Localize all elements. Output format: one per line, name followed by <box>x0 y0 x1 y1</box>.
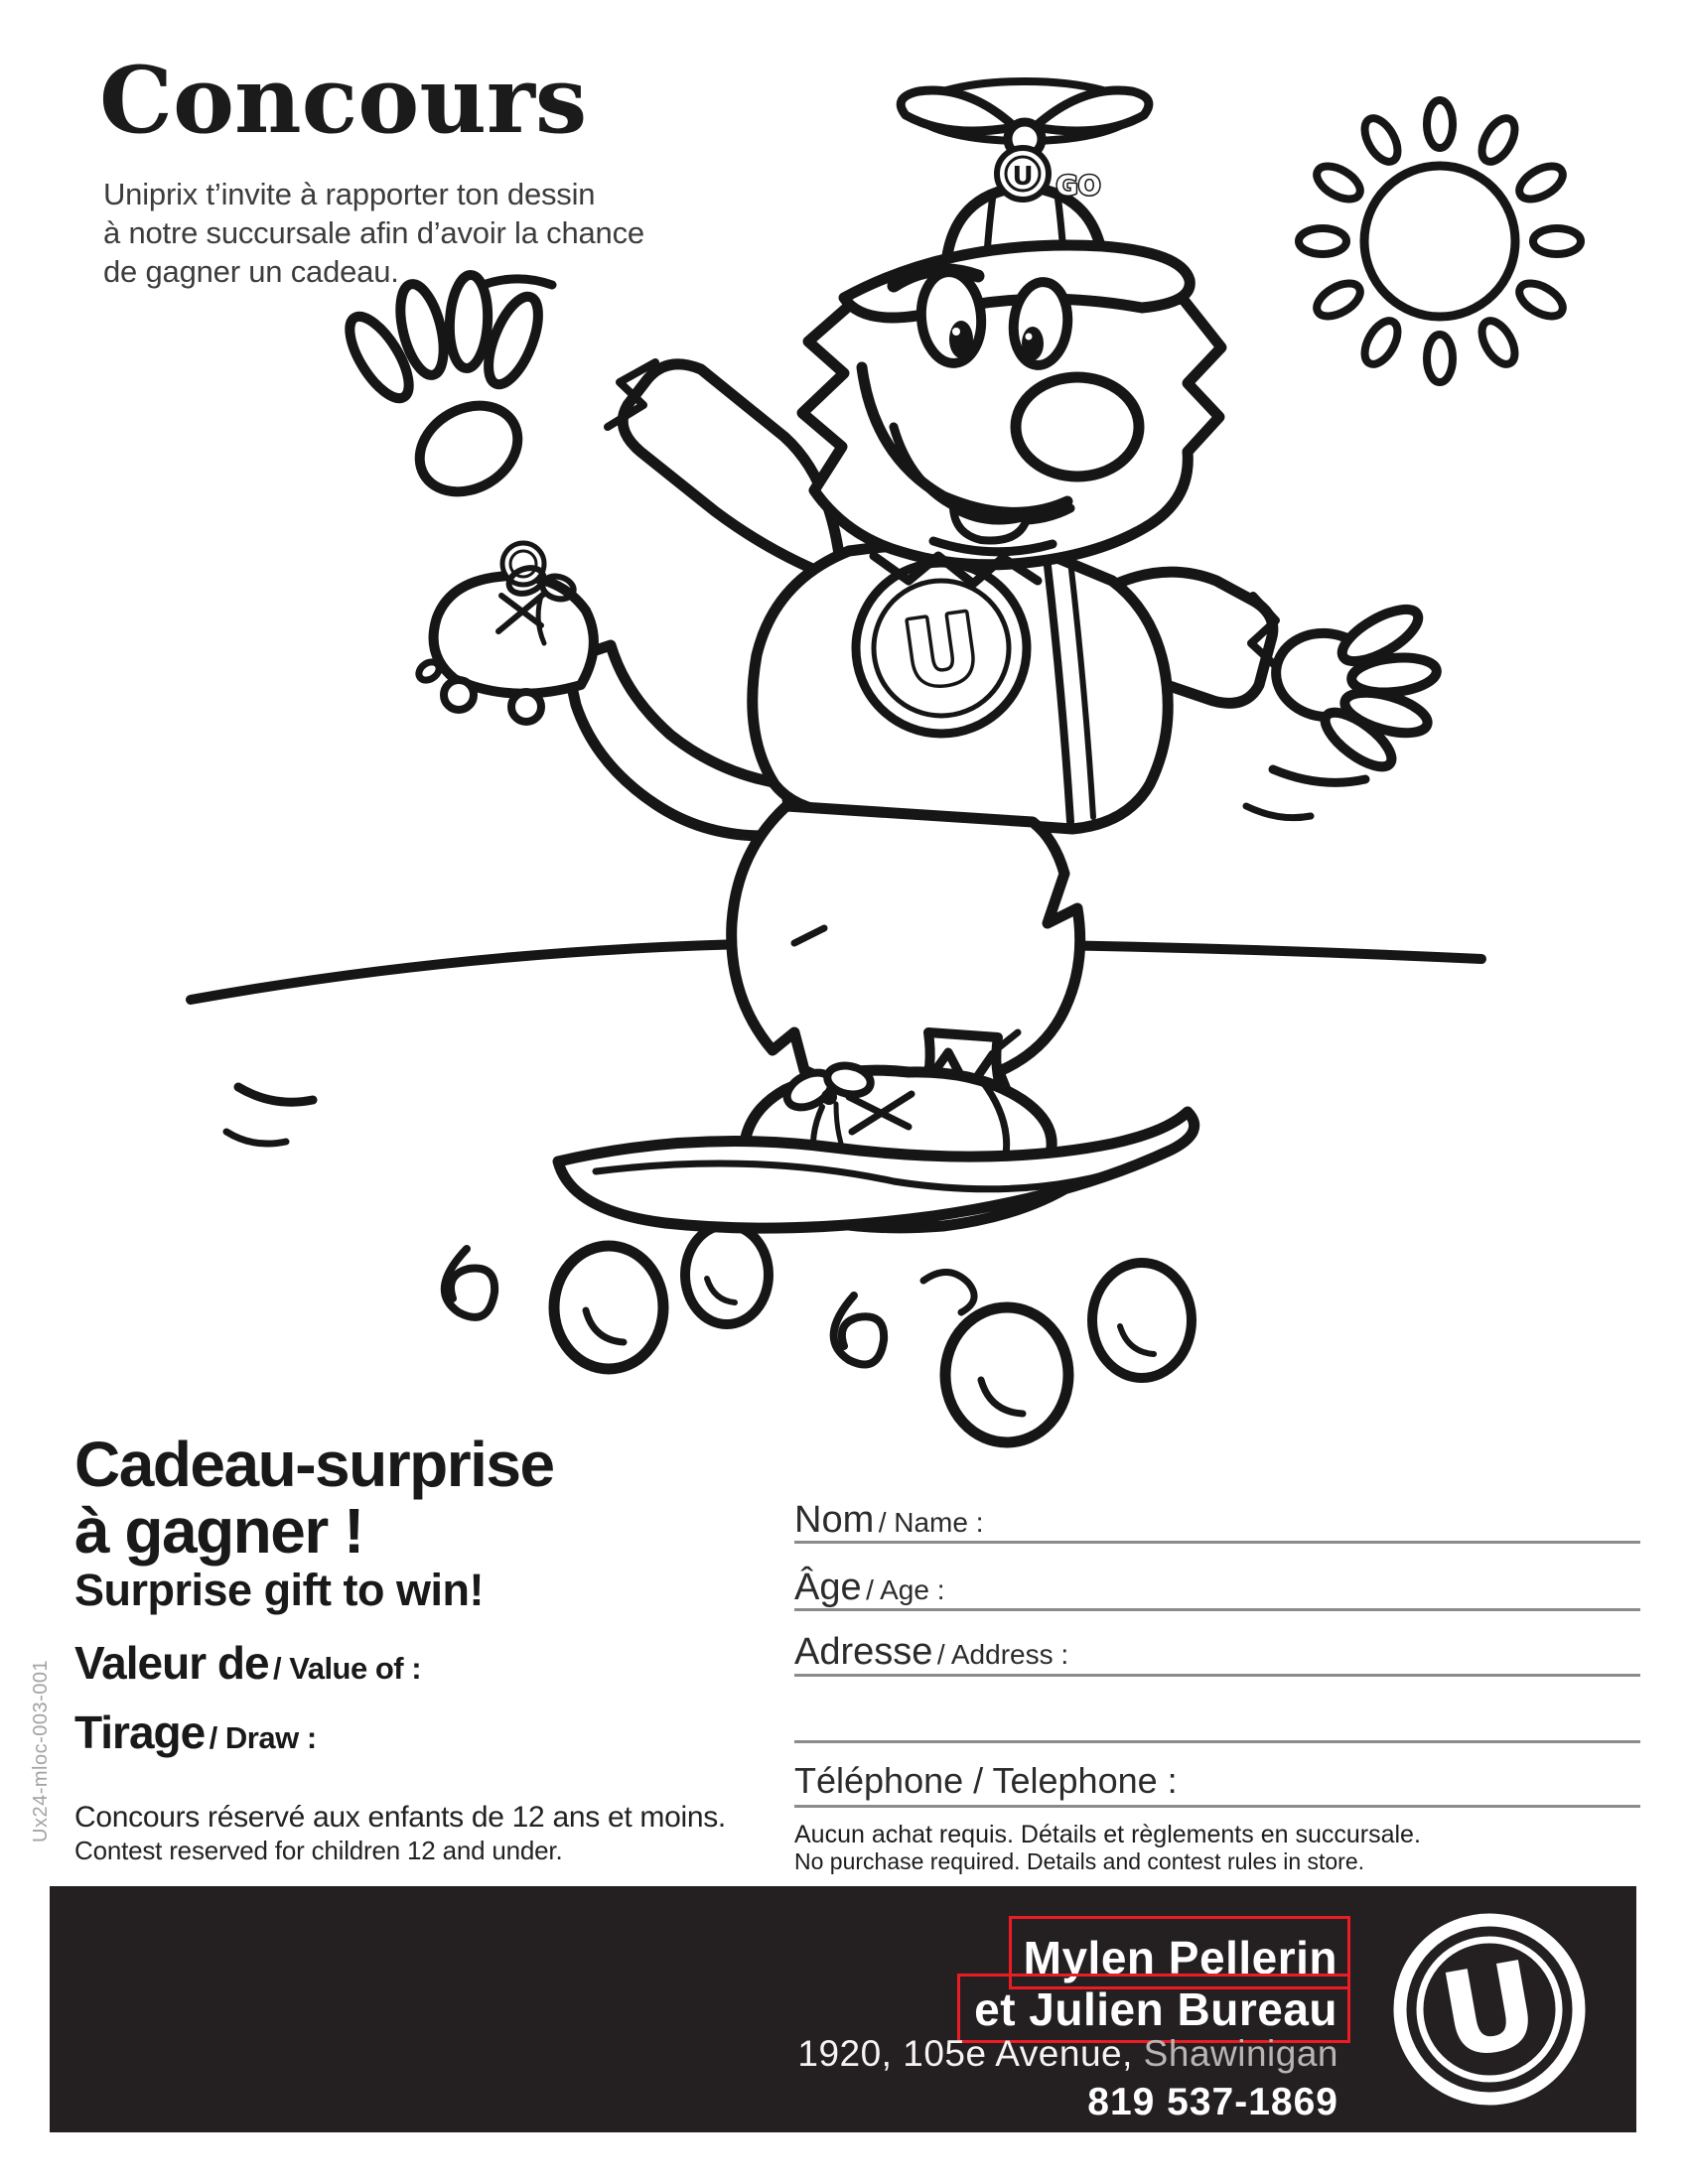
store-owner-line2: et Julien Bureau <box>957 1974 1350 2043</box>
roller-skate <box>415 543 594 722</box>
eligibility-fr: Concours réservé aux enfants de 12 ans et moins. <box>74 1801 726 1834</box>
intro-line-2: à notre succursale afin d’avoir la chance <box>103 215 644 250</box>
age-field-line <box>794 1608 1640 1611</box>
contest-note-en: No purchase required. Details and contest rules in store. <box>794 1848 1365 1874</box>
address-field-line-2 <box>794 1740 1640 1743</box>
raised-leg <box>415 543 794 836</box>
intro-line-1: Uniprix t’invite à rapporter ton dessin <box>103 177 596 211</box>
store-address: 1920, 105e Avenue, Shawinigan <box>797 2033 1338 2074</box>
motion-arcs-left <box>226 1087 313 1144</box>
name-field-label: Nom / Name : <box>794 1499 984 1541</box>
prize-title-en: Surprise gift to win! <box>74 1565 484 1615</box>
phone-field-label: Téléphone / Telephone : <box>794 1760 1178 1801</box>
value-label: Valeur de / Value of : <box>74 1637 422 1689</box>
store-phone: 819 537-1869 <box>1087 2081 1338 2123</box>
cap-badge-text: GO <box>1055 171 1101 202</box>
cap-badge-letter: U <box>1012 162 1034 192</box>
draw-label: Tirage / Draw : <box>74 1706 317 1758</box>
store-owner-line1: Mylen Pellerin <box>1009 1916 1350 1989</box>
eligibility-en: Contest reserved for children 12 and under. <box>74 1836 563 1865</box>
left-paw <box>339 274 548 509</box>
right-paw <box>1271 600 1439 776</box>
jacket <box>753 545 1168 829</box>
chest-logo-letter: U <box>898 594 986 710</box>
uniprix-logo <box>1392 1912 1587 2107</box>
name-field-line <box>794 1541 1640 1544</box>
sun-icon <box>1299 100 1581 382</box>
chest-logo <box>856 563 1027 734</box>
contest-note-fr: Aucun achat requis. Détails et règlements en succursale. <box>794 1821 1421 1848</box>
skateboard-wheels-front <box>554 1246 1154 1442</box>
document-code: Ux24-mloc-003-001 <box>30 1659 52 1843</box>
address-field-line <box>794 1674 1640 1677</box>
store-footer <box>50 1886 1636 2132</box>
address-field-label: Adresse / Address : <box>794 1631 1069 1673</box>
mascot-head <box>802 81 1221 584</box>
skateboard-wheels-back <box>685 1225 1192 1378</box>
age-field-label: Âge / Age : <box>794 1567 945 1608</box>
phone-field-line <box>794 1805 1640 1808</box>
prize-title-fr: Cadeau-surprise à gagner ! <box>74 1429 554 1567</box>
intro-line-3: de gagner un cadeau. <box>103 254 399 289</box>
page-title: Concours <box>99 46 588 154</box>
uniprix-logo-letter: U <box>1431 1934 1549 2087</box>
left-arm <box>339 274 842 581</box>
intro-text <box>103 175 644 291</box>
belly <box>732 806 1080 1094</box>
